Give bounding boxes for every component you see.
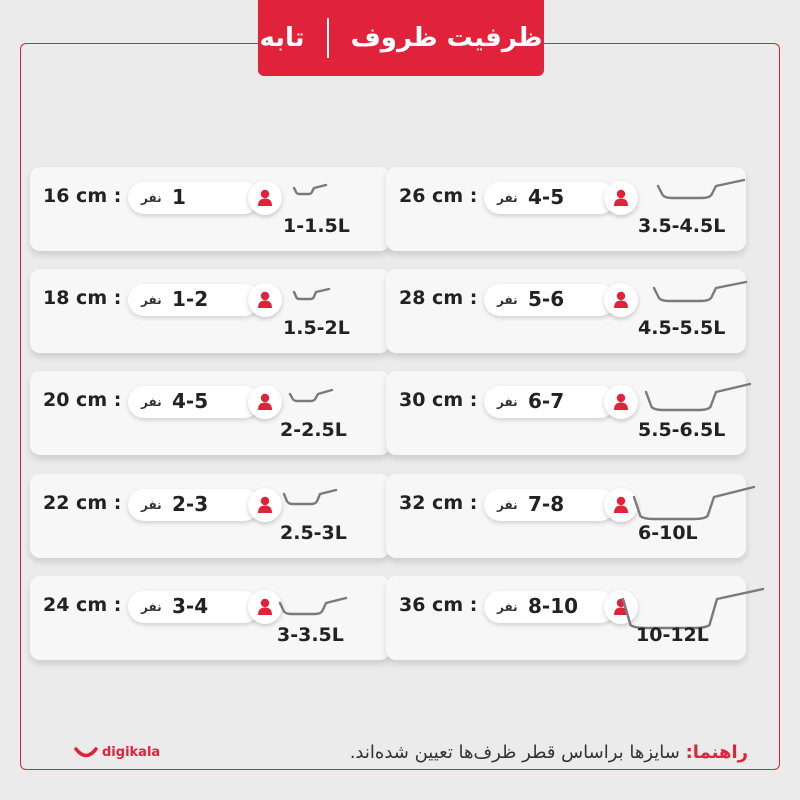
people-unit: نفر	[141, 293, 162, 307]
people-unit: نفر	[141, 191, 162, 205]
person-icon	[257, 598, 273, 616]
volume-label: 4.5-5.5L	[638, 317, 726, 339]
footer-label: راهنما:	[685, 742, 748, 763]
capacity-card	[30, 474, 390, 558]
diameter-label: 28 cm :	[399, 287, 478, 309]
volume-label: 1-1.5L	[283, 215, 350, 237]
frying-pan-icon	[632, 485, 758, 524]
frying-pan-icon	[278, 596, 350, 619]
person-badge	[248, 488, 282, 522]
people-unit: نفر	[497, 293, 518, 307]
capacity-card	[386, 576, 746, 660]
capacity-card	[386, 269, 746, 353]
frying-pan-icon	[644, 382, 754, 415]
frying-pan-icon	[292, 183, 330, 199]
frying-pan-icon	[656, 178, 748, 203]
people-pill	[484, 386, 616, 418]
diameter-label: 32 cm :	[399, 492, 478, 514]
person-badge	[248, 181, 282, 215]
frying-pan-icon	[292, 287, 333, 304]
diameter-label: 26 cm :	[399, 185, 478, 207]
capacity-card	[386, 371, 746, 455]
header-title: ظرفیت ظروف	[350, 23, 543, 53]
diameter-label: 22 cm :	[43, 492, 122, 514]
people-count: 4-5	[172, 389, 209, 413]
person-badge	[248, 385, 282, 419]
person-icon	[613, 393, 629, 411]
people-pill	[128, 182, 260, 214]
digikala-logo	[74, 745, 160, 760]
diameter-label: 18 cm :	[43, 287, 122, 309]
person-icon	[257, 496, 273, 514]
person-badge	[248, 283, 282, 317]
footer-note	[350, 742, 748, 763]
volume-label: 2.5-3L	[280, 522, 347, 544]
person-icon	[613, 189, 629, 207]
people-pill	[484, 591, 616, 623]
volume-label: 1.5-2L	[283, 317, 350, 339]
digikala-smile-icon	[74, 746, 98, 760]
person-icon	[257, 189, 273, 207]
logo-text: digikala	[102, 745, 161, 760]
people-pill	[484, 489, 616, 521]
capacity-card	[386, 474, 746, 558]
people-count: 4-5	[528, 185, 565, 209]
capacity-card	[30, 167, 390, 251]
person-icon	[613, 291, 629, 309]
person-badge	[604, 385, 638, 419]
diameter-label: 20 cm :	[43, 389, 122, 411]
capacity-card	[30, 576, 390, 660]
footer-text: سایزها براساس قطر ظرف‌ها تعیین شده‌اند.	[349, 742, 680, 763]
person-icon	[613, 496, 629, 514]
volume-label: 3-3.5L	[277, 624, 344, 646]
frying-pan-icon	[282, 488, 340, 509]
people-pill	[128, 284, 260, 316]
person-badge	[604, 283, 638, 317]
people-count: 1-2	[172, 287, 209, 311]
person-badge	[604, 181, 638, 215]
people-unit: نفر	[497, 191, 518, 205]
people-unit: نفر	[141, 395, 162, 409]
volume-label: 6-10L	[638, 522, 698, 544]
person-icon	[257, 393, 273, 411]
people-count: 5-6	[528, 287, 565, 311]
capacity-card	[386, 167, 746, 251]
header-banner	[258, 0, 544, 76]
people-count: 8-10	[528, 594, 579, 618]
people-count: 3-4	[172, 594, 209, 618]
people-unit: نفر	[141, 600, 162, 614]
frying-pan-icon	[652, 280, 750, 306]
header-subtitle: تابه	[259, 23, 305, 53]
people-pill	[128, 386, 260, 418]
frying-pan-icon	[288, 388, 336, 406]
people-unit: نفر	[497, 600, 518, 614]
people-pill	[128, 489, 260, 521]
volume-label: 3.5-4.5L	[638, 215, 726, 237]
person-icon	[257, 291, 273, 309]
people-unit: نفر	[497, 498, 518, 512]
volume-label: 5.5-6.5L	[638, 419, 726, 441]
volume-label: 10-12L	[636, 624, 709, 646]
people-unit: نفر	[497, 395, 518, 409]
capacity-card	[30, 371, 390, 455]
diameter-label: 24 cm :	[43, 594, 122, 616]
people-count: 6-7	[528, 389, 565, 413]
capacity-card	[30, 269, 390, 353]
people-pill	[484, 284, 616, 316]
people-pill	[128, 591, 260, 623]
diameter-label: 30 cm :	[399, 389, 478, 411]
person-badge	[248, 590, 282, 624]
volume-label: 2-2.5L	[280, 419, 347, 441]
people-unit: نفر	[141, 498, 162, 512]
people-pill	[484, 182, 616, 214]
people-count: 1	[172, 185, 186, 209]
people-count: 2-3	[172, 492, 209, 516]
diameter-label: 16 cm :	[43, 185, 122, 207]
header-separator	[327, 18, 329, 58]
people-count: 7-8	[528, 492, 565, 516]
diameter-label: 36 cm :	[399, 594, 478, 616]
